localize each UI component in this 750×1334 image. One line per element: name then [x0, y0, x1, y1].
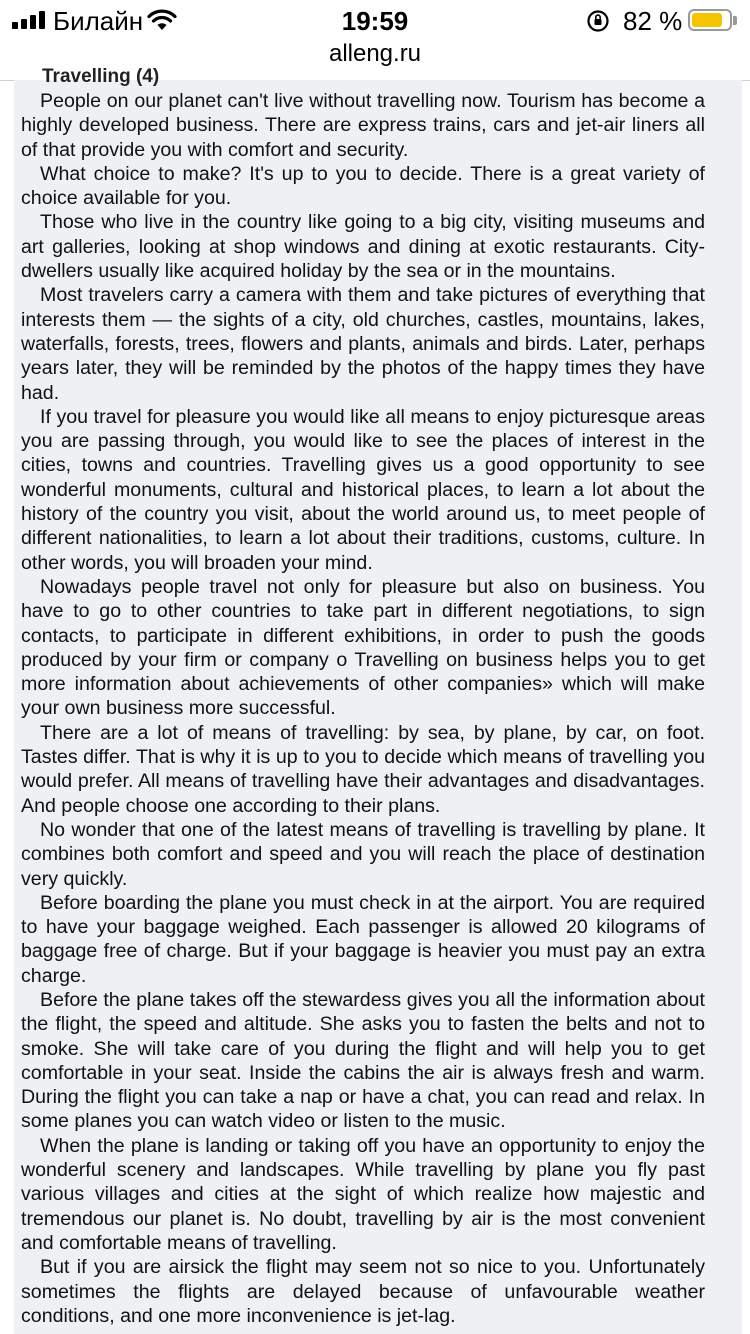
paragraph: People on our planet can't live without travelling now. Tourism has become a highly developed business. There are express trains, cars and jet-air liners all of that provide you with comfort and security. — [21, 90, 705, 161]
paragraph: Most travelers carry a camera with them and take pictures of everything that interests them — the sights of a city, old churches, castles, mountains, lakes, waterfalls, forests, trees, flowers and plants, animals and birds. Later, perhaps years later, they will be reminded by the photos of the happy times they have had. — [21, 284, 705, 404]
status-bar — [0, 0, 750, 40]
document-page — [14, 66, 742, 1334]
clock-time: 19:59 — [341, 6, 409, 36]
orientation-lock-icon — [586, 9, 610, 38]
article-title: Travelling (4) — [42, 66, 160, 87]
paragraph: Before boarding the plane you must check in at the airport. You are required to have your baggage weighed. Each passenger is allowed 20 kilograms of baggage free of charge. But if your baggage is heavier you must pay an extra charge. — [21, 891, 705, 987]
paragraph: Those who live in the country like going to a big city, visiting museums and art galleries, looking at shop windows and dining at exotic restaurants. City-dwellers usually like acquired holiday by the sea or in the mountains. — [21, 211, 705, 283]
paragraph: No wonder that one of the latest means of travelling is travelling by plane. It combines both comfort and speed and you will reach the place of destination very quickly. — [21, 818, 705, 890]
paragraph: When the plane is landing or taking off you have an opportunity to enjoy the wonderful scenery and landscapes. While travelling by plane you fly past various villages and cities at the sight of which realize how majestic and tremendous our planet is. No doubt, travelling by air is the most convenient and comfortable means of travelling. — [21, 1134, 705, 1254]
paragraph: Before the plane takes off the stewardess gives you all the information about the flight, the speed and altitude. She asks you to fasten the belts and not to smoke. She will take care of you during the flight and will help you to get comfortable in your seat. Inside the cabins the air is always fresh and warm. During the flight you can take a nap or have a chat, you can read and relax. In some planes you can watch video or listen to the music. — [21, 988, 705, 1133]
paragraph: There are a lot of means of travelling: by sea, by plane, by car, on foot. Tastes differ. That is why it is up to you to decide which means of travelling you would prefer. All means of travelling have their advantages and disadvantages. And people choose one according to their plans. — [21, 721, 705, 817]
article-body — [21, 89, 705, 1328]
battery-percent: 82 % — [623, 6, 683, 36]
paragraph: Nowadays people travel not only for pleasure but also on business. You have to go to other countries to take part in different negotiations, to sign contacts, to participate in different exhibitions, in order to push the goods produced by your firm or company o Travelling on business helps you to get more information about achievements of other companies» which will make your own business more successful. — [21, 575, 705, 720]
url-text[interactable]: alleng.ru — [328, 40, 422, 67]
battery-icon — [688, 9, 732, 31]
paragraph: But if you are airsick the flight may seem not so nice to you. Unfortunately sometimes the flights are delayed because of unfavourable weather conditions, and one more inconvenience is jet-lag. — [21, 1256, 705, 1327]
battery-tip — [733, 16, 737, 25]
carrier-name: Билайн — [53, 6, 144, 36]
paragraph: What choice to make? It's up to you to decide. There is a great variety of choice available for you. — [21, 162, 705, 210]
paragraph: If you travel for pleasure you would like all means to enjoy picturesque areas you are passing through, you would like to see the places of interest in the cities, towns and countries. Travelling gives us a good opportunity to see wonderful monuments, cultural and historical places, to learn a lot about the history of the country you visit, about the world around us, to meet people of different nationalities, to learn a lot about their traditions, customs, culture. In other words, you will broaden your mind. — [21, 405, 705, 574]
battery-level — [692, 13, 722, 27]
